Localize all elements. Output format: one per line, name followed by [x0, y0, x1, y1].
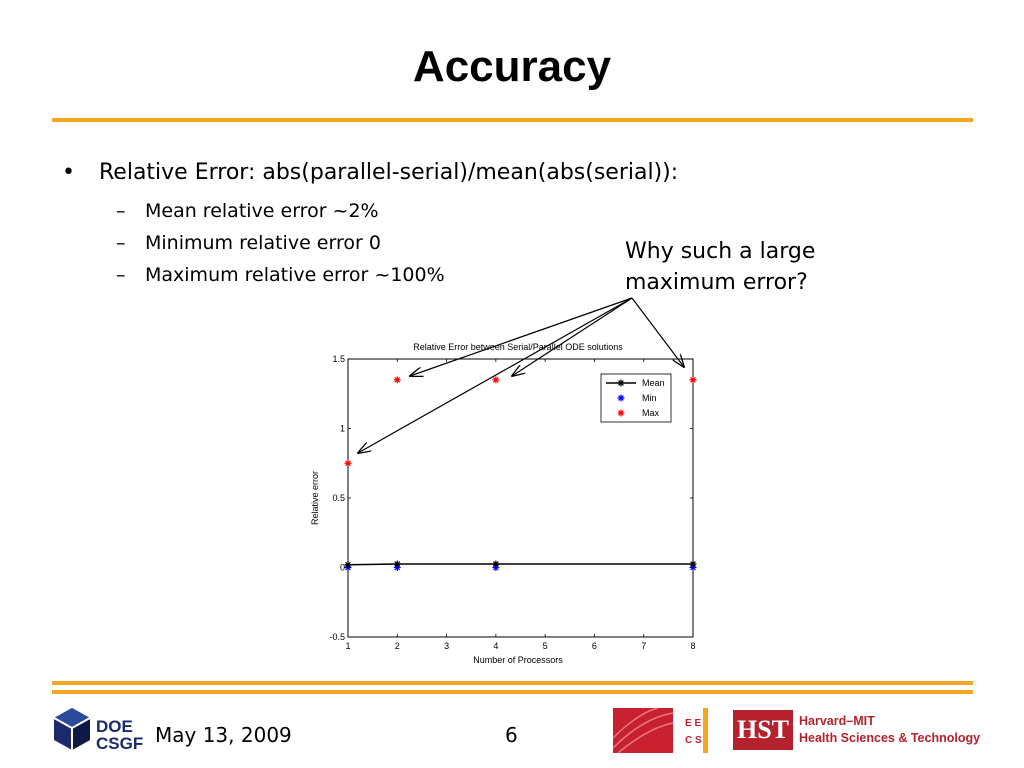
legend-marker — [618, 410, 625, 417]
bottom-divider-1 — [52, 681, 973, 685]
legend-label: Min — [642, 393, 657, 403]
x-axis-label: Number of Processors — [473, 655, 563, 665]
legend-marker — [618, 395, 625, 402]
x-tick-label: 1 — [345, 641, 351, 651]
sub-bullet-text: Mean relative error ~2% — [145, 200, 379, 222]
callout-line-2: maximum error? — [625, 270, 808, 295]
x-tick-label: 3 — [444, 641, 450, 651]
legend-marker — [618, 380, 625, 387]
hst-logo: HST — [733, 710, 793, 750]
eecs-text-1: E E — [685, 718, 702, 729]
x-tick-label: 5 — [542, 641, 548, 651]
csgf-text: CSGF — [96, 734, 144, 753]
x-tick-label: 2 — [394, 641, 400, 651]
cube-icon — [50, 702, 96, 762]
chart-legend — [601, 374, 671, 422]
hst-caption — [799, 713, 980, 747]
sub-bullet-dash: – — [116, 200, 126, 222]
eecs-logo — [613, 708, 708, 753]
y-tick-label: 0.5 — [332, 493, 345, 503]
footer-date: May 13, 2009 — [155, 723, 292, 747]
data-point-max — [345, 460, 352, 467]
bottom-divider-2 — [52, 690, 973, 694]
page-number: 6 — [505, 723, 518, 747]
y-axis-label: Relative error — [310, 470, 320, 526]
sub-bullet-dash: – — [116, 232, 126, 254]
eecs-text-2: C S — [685, 735, 702, 746]
doe-text: DOE — [96, 717, 133, 736]
y-tick-label: 0 — [339, 562, 345, 573]
doe-csgf-logo — [50, 702, 150, 762]
legend-label: Max — [642, 408, 660, 418]
x-tick-label: 6 — [591, 641, 597, 651]
legend-label: Mean — [642, 378, 665, 388]
chart-title: Relative Error between Serial/Parallel ODE solutions — [413, 342, 623, 352]
sub-bullet-dash: – — [116, 264, 126, 286]
x-tick-label: 8 — [690, 641, 696, 651]
y-tick-label: 1.5 — [332, 354, 345, 364]
sub-bullet-text: Minimum relative error 0 — [145, 232, 381, 254]
arrow-to-max-8 — [632, 298, 684, 367]
y-tick-label: -0.5 — [329, 632, 345, 642]
sub-bullet-text: Maximum relative error ~100% — [145, 264, 445, 286]
callout-line-1: Why such a large — [625, 239, 816, 264]
hst-line-2: Health Sciences & Technology — [799, 731, 981, 745]
hst-line-1: Harvard–MIT — [799, 714, 875, 728]
main-bullet-text: Relative Error: abs(parallel-serial)/mean(abs(serial)): — [99, 160, 679, 185]
y-tick-label: 1 — [339, 423, 345, 434]
bullet-dot: • — [62, 160, 75, 185]
x-tick-label: 4 — [493, 641, 499, 651]
x-tick-label: 7 — [641, 641, 647, 651]
slide-title: Accuracy — [412, 42, 612, 91]
